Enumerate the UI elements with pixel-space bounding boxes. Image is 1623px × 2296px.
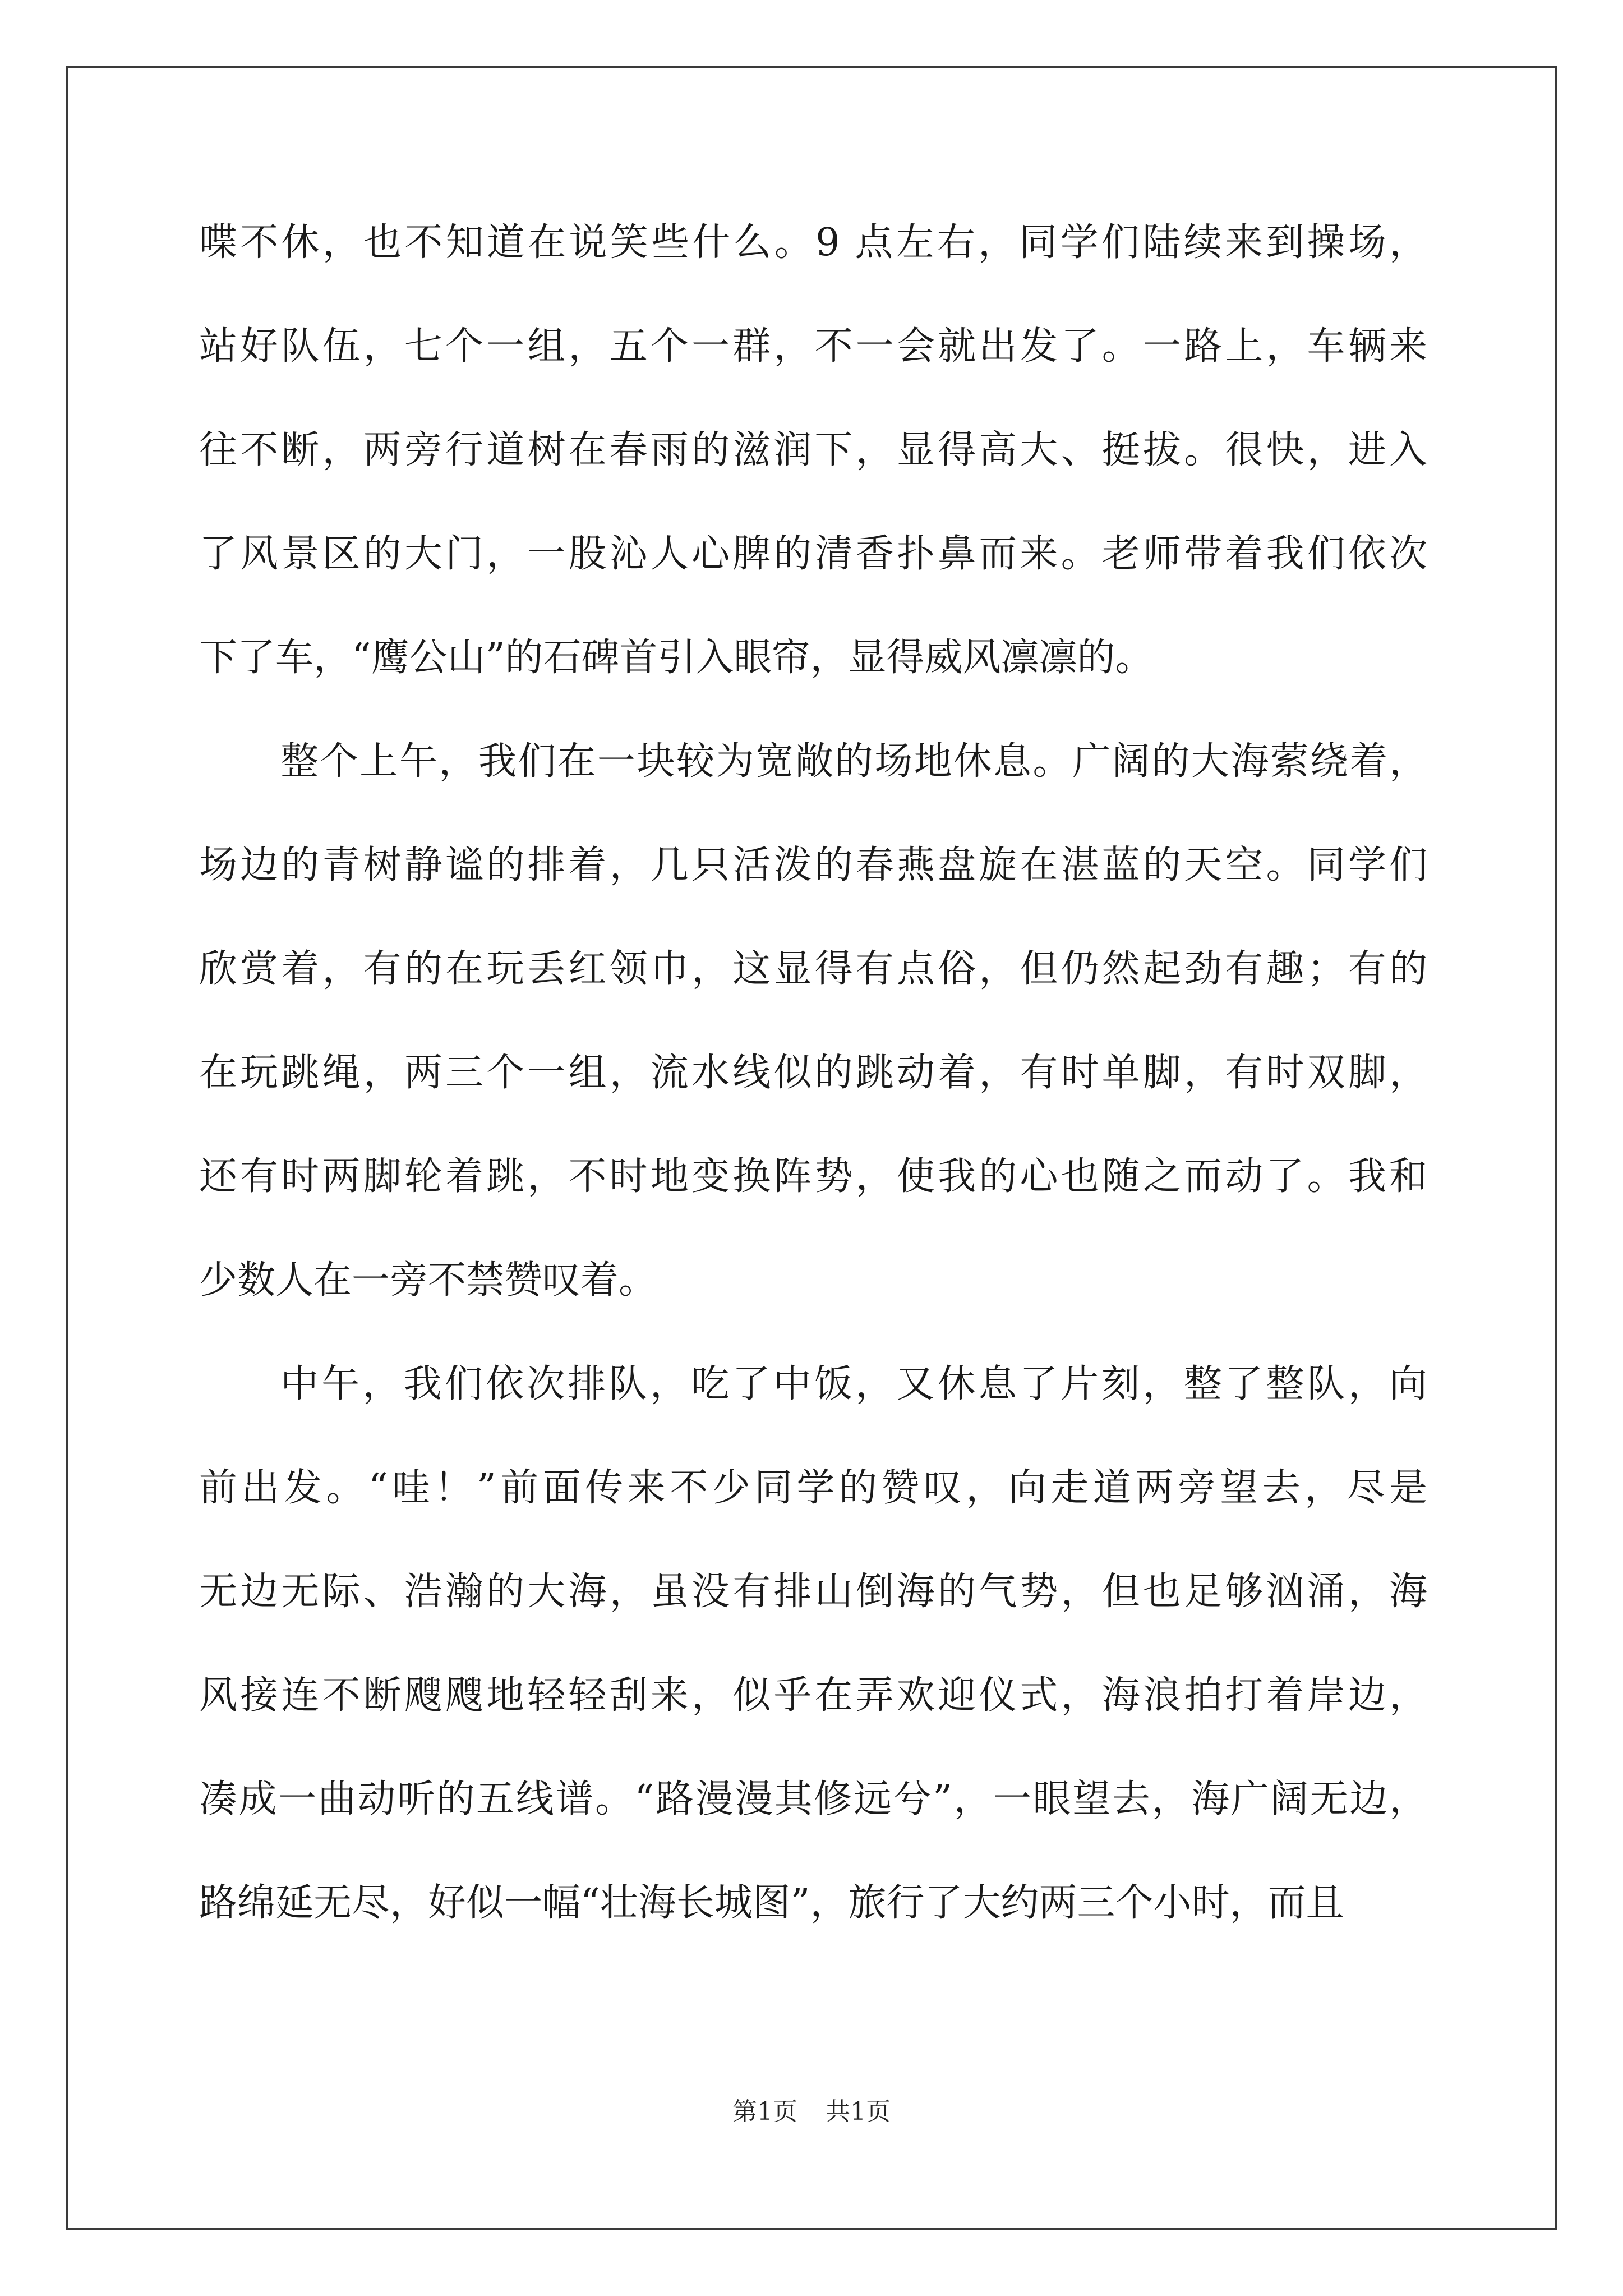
page-total: 共1页 bbox=[826, 2097, 891, 2126]
text-line: 还有时两脚轮着跳，不时地变换阵势，使我的心也随之而动了。我和 bbox=[199, 1154, 1427, 1199]
text-line: 欣赏着，有的在玩丢红领巾，这显得有点俗，但仍然起劲有趣；有的 bbox=[199, 947, 1427, 991]
text-line: 了风景区的大门，一股沁人心脾的清香扑鼻而来。老师带着我们依次 bbox=[199, 532, 1427, 576]
text-line: 少数人在一旁不禁赞叹着。 bbox=[199, 1258, 657, 1303]
text-line: 在玩跳绳，两三个一组，流水线似的跳动着，有时单脚，有时双脚， bbox=[199, 1051, 1427, 1095]
page-number: 第1页 bbox=[732, 2097, 797, 2126]
page-footer bbox=[0, 2095, 1623, 2129]
paragraph bbox=[199, 191, 1427, 710]
text-line: 凑成一曲动听的五线谱。“路漫漫其修远兮”，一眼望去，海广阔无边， bbox=[199, 1777, 1427, 1821]
text-line: 无边无际、浩瀚的大海，虽没有排山倒海的气势，但也足够汹涌，海 bbox=[199, 1570, 1427, 1614]
paragraph bbox=[199, 710, 1427, 1332]
paragraph bbox=[199, 1332, 1427, 1955]
document-body bbox=[199, 191, 1427, 1955]
text-line: 喋不休，也不知道在说笑些什么。9 点左右，同学们陆续来到操场， bbox=[199, 220, 1427, 265]
text-line: 风接连不断飕飕地轻轻刮来，似乎在弄欢迎仪式，海浪拍打着岸边， bbox=[199, 1673, 1427, 1718]
text-line: 站好队伍，七个一组，五个一群，不一会就出发了。一路上，车辆来 bbox=[199, 324, 1427, 369]
text-line: 整个上午，我们在一块较为宽敞的场地休息。广阔的大海萦绕着， bbox=[280, 739, 1427, 784]
text-line: 往不断，两旁行道树在春雨的滋润下，显得高大、挺拔。很快，进入 bbox=[199, 428, 1427, 472]
text-line: 下了车，“鹰公山”的石碑首引入眼帘，显得威风凛凛的。 bbox=[199, 636, 1154, 680]
text-line: 前出发。“哇！”前面传来不少同学的赞叹，向走道两旁望去，尽是 bbox=[199, 1466, 1427, 1510]
text-line: 场边的青树静谧的排着，几只活泼的春燕盘旋在湛蓝的天空。同学们 bbox=[199, 843, 1427, 887]
text-line: 路绵延无尽，好似一幅“壮海长城图”，旅行了大约两三个小时，而且 bbox=[199, 1881, 1344, 1925]
text-line: 中午，我们依次排队，吃了中饭，又休息了片刻，整了整队，向 bbox=[280, 1362, 1427, 1406]
